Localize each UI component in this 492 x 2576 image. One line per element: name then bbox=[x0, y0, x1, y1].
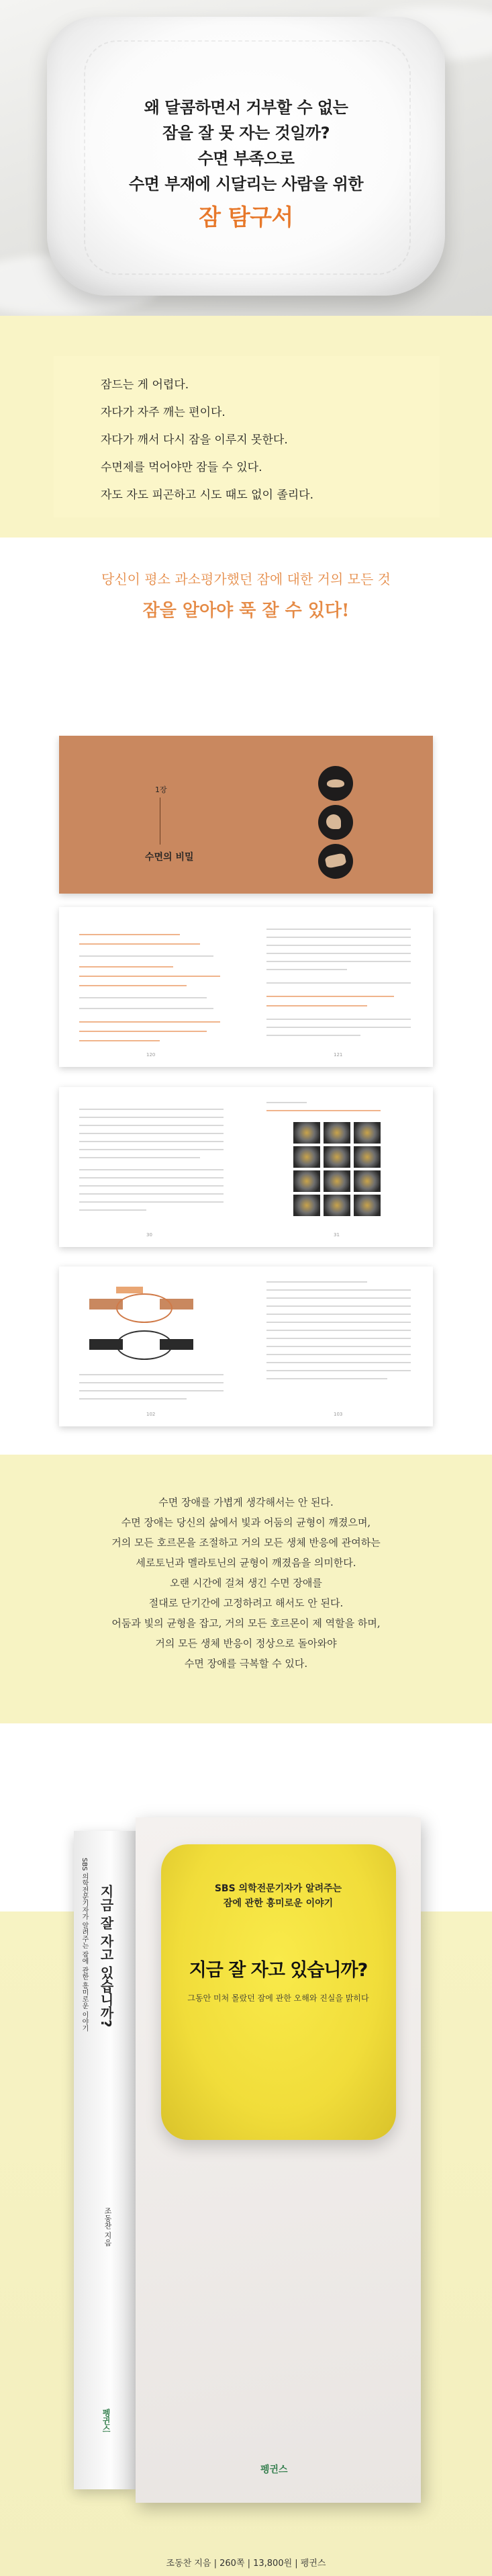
headline-line-1: 당신이 평소 과소평가했던 잠에 대한 거의 모든 것 bbox=[101, 571, 391, 587]
intro-line-4: 수면 부재에 시달리는 사람을 위한 bbox=[129, 175, 363, 194]
right-page bbox=[246, 1266, 433, 1426]
brain-scan-image bbox=[354, 1146, 381, 1168]
intro-section bbox=[0, 0, 492, 316]
book-spine bbox=[74, 1831, 136, 2489]
diagram-label bbox=[116, 1287, 143, 1293]
symptom-item: 잠드는 게 어렵다. bbox=[101, 378, 189, 392]
chapter-number: 1장 bbox=[155, 785, 167, 794]
intro-line-3: 수면 부족으로 bbox=[197, 149, 295, 168]
brain-scan-image bbox=[293, 1146, 320, 1168]
diagram-cycle bbox=[116, 1293, 173, 1323]
spine-publisher: 펭귄스 bbox=[101, 2409, 111, 2433]
book-meta: 조동찬 지음 | 260쪽 | 13,800원 | 펭귄스 bbox=[166, 2559, 326, 2569]
summary-line: 세로토닌과 멜라토닌의 균형이 깨졌음을 의미한다. bbox=[136, 1557, 356, 1569]
cover-title: 지금 잘 자고 있습니까? bbox=[189, 1960, 368, 1981]
page-number: 102 bbox=[146, 1412, 156, 1417]
spine-author: 조동찬 지음 bbox=[103, 2207, 112, 2247]
brain-scan-image bbox=[293, 1170, 320, 1192]
headline-line-2: 잠을 알아야 푹 잘 수 있다! bbox=[142, 601, 350, 621]
right-page bbox=[246, 907, 433, 1067]
book-3d bbox=[74, 1817, 423, 2503]
left-page bbox=[59, 1266, 246, 1426]
spine-title: 지금 잘 자고 있습니까? bbox=[98, 1885, 114, 2028]
right-page bbox=[246, 1087, 433, 1247]
brain-scan-image bbox=[354, 1195, 381, 1216]
summary-line: 수면 장애는 당신의 삶에서 빛과 어둠의 균형이 깨졌으며, bbox=[121, 1516, 371, 1529]
cover-publisher: 펭귄스 bbox=[260, 2464, 288, 2475]
brain-scan-image bbox=[324, 1195, 350, 1216]
summary-line: 어둠과 빛의 균형을 잡고, 거의 모든 호르몬이 제 역할을 하며, bbox=[111, 1617, 381, 1629]
brain-scan-image bbox=[293, 1195, 320, 1216]
page-number: 121 bbox=[334, 1052, 343, 1058]
page-number: 103 bbox=[334, 1412, 343, 1417]
summary-line: 거의 모든 생체 반응이 정상으로 돌아와야 bbox=[155, 1637, 337, 1649]
chapter-title: 수면의 비밀 bbox=[145, 852, 194, 863]
symptom-item: 자다가 자주 깨는 편이다. bbox=[101, 406, 226, 419]
brain-scan-image bbox=[324, 1170, 350, 1192]
summary-line: 수면 장애를 가볍게 생각해서는 안 된다. bbox=[158, 1496, 334, 1508]
summary-section bbox=[0, 1455, 492, 1723]
left-page bbox=[59, 907, 246, 1067]
headline-section bbox=[0, 538, 492, 736]
summary-line: 오랜 시간에 걸쳐 생긴 수면 장애를 bbox=[170, 1577, 322, 1589]
book-front-cover bbox=[136, 1817, 421, 2503]
book-preview-section bbox=[0, 736, 492, 1455]
intro-line-2: 잠을 잘 못 자는 것일까? bbox=[162, 124, 330, 142]
chapter-spread bbox=[59, 736, 433, 894]
summary-line: 수면 장애를 극복할 수 있다. bbox=[184, 1658, 308, 1670]
cover-subtitle-1: SBS 의학전문기자가 알려주는 bbox=[214, 1883, 342, 1894]
symptom-item: 자다가 깨서 다시 잠을 이루지 못한다. bbox=[101, 433, 288, 447]
diagram-box bbox=[89, 1339, 123, 1350]
diagram-box bbox=[160, 1339, 193, 1350]
summary-line: 절대로 단기간에 고정하려고 해서도 안 된다. bbox=[148, 1597, 344, 1609]
summary-line: 거의 모든 호르몬을 조절하고 거의 모든 생체 반응에 관여하는 bbox=[111, 1537, 381, 1549]
brain-scan-image bbox=[324, 1146, 350, 1168]
brain-scan-image bbox=[293, 1122, 320, 1144]
sleeping-head-icon bbox=[318, 805, 353, 840]
spine-subtitle: SBS 의학전문기자가 알려주는 잠에 관한 흥미로운 이야기 bbox=[81, 1858, 88, 2032]
pillow-icon bbox=[318, 844, 353, 879]
symptom-item: 수면제를 먹어야만 잠들 수 있다. bbox=[101, 461, 262, 474]
brain-scan-image bbox=[354, 1122, 381, 1144]
page-spread-1 bbox=[59, 907, 433, 1067]
page-number: 30 bbox=[146, 1232, 152, 1238]
page-spread-2 bbox=[59, 1087, 433, 1247]
brain-scan-image bbox=[354, 1170, 381, 1192]
page-spread-3 bbox=[59, 1266, 433, 1426]
symptom-item: 자도 자도 피곤하고 시도 때도 없이 졸리다. bbox=[101, 488, 314, 502]
cover-tagline: 그동안 미처 몰랐던 잠에 관한 오해와 진실을 밝히다 bbox=[187, 1993, 369, 2003]
page-number: 120 bbox=[146, 1052, 156, 1058]
symptoms-section bbox=[0, 316, 492, 538]
book-cover-section bbox=[0, 1723, 492, 2576]
left-page bbox=[59, 1087, 246, 1247]
intro-highlight: 잠 탐구서 bbox=[199, 204, 293, 231]
eye-mask-icon bbox=[318, 766, 353, 801]
brain-scan-image bbox=[324, 1122, 350, 1144]
cover-subtitle-2: 잠에 관한 흥미로운 이야기 bbox=[223, 1898, 334, 1909]
intro-line-1: 왜 달콤하면서 거부할 수 없는 bbox=[144, 98, 348, 117]
page-number: 31 bbox=[334, 1232, 340, 1238]
